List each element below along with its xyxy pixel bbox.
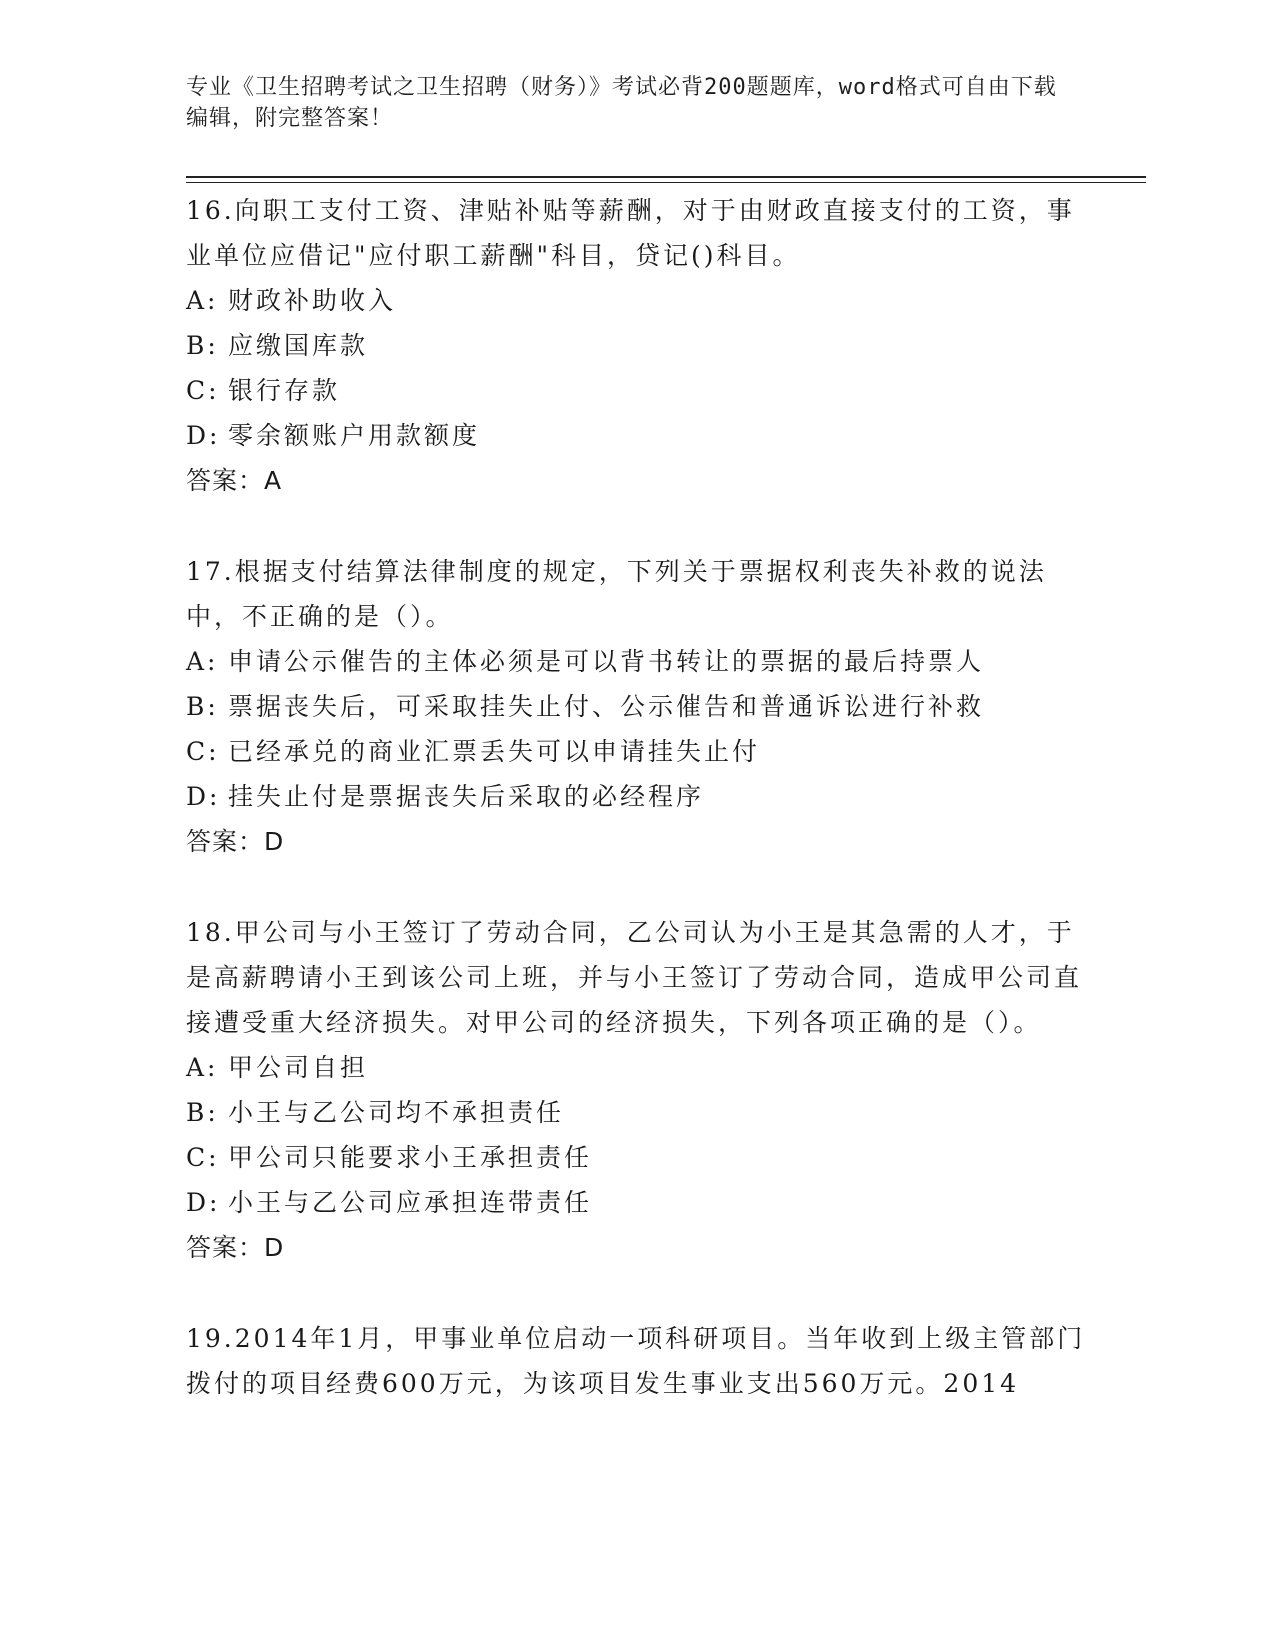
option-letter: C:: [186, 376, 220, 405]
option-text: 甲公司自担: [228, 1053, 369, 1082]
option-text: 应缴国库款: [228, 331, 369, 360]
question-17: [186, 549, 1086, 864]
option-letter: A:: [186, 1053, 219, 1082]
option-letter: D:: [186, 1188, 221, 1217]
answer-line: 答案：D: [186, 827, 285, 856]
option-letter: D:: [186, 782, 221, 811]
option-a: [186, 278, 1086, 323]
option-letter: A:: [186, 286, 219, 315]
option-d: [186, 774, 1086, 819]
option-text: 小王与乙公司应承担连带责任: [228, 1188, 593, 1217]
option-text: 已经承兑的商业汇票丢失可以申请挂失止付: [228, 737, 761, 766]
option-text: 银行存款: [228, 376, 341, 405]
option-letter: B:: [186, 331, 219, 360]
question-19: [186, 1316, 1086, 1406]
option-c: [186, 368, 1086, 413]
option-b: [186, 1090, 1086, 1135]
option-letter: C:: [186, 737, 220, 766]
option-c: [186, 1135, 1086, 1180]
option-d: [186, 1180, 1086, 1225]
option-b: [186, 323, 1086, 368]
header-text: 专业《卫生招聘考试之卫生招聘（财务）》考试必背200题题库，word格式可自由下载编辑，附完整答案！: [186, 75, 1057, 131]
question-stem: 19.2014年1月，甲事业单位启动一项科研项目。当年收到上级主管部门拨付的项目经费600万元，为该项目发生事业支出560万元。2014: [186, 1324, 1086, 1398]
option-text: 申请公示催告的主体必须是可以背书转让的票据的最后持票人: [228, 647, 985, 676]
header-divider-thin: [186, 182, 1146, 183]
question-list: [186, 188, 1086, 1452]
option-c: [186, 729, 1086, 774]
option-text: 票据丧失后，可采取挂失止付、公示催告和普通诉讼进行补救: [228, 692, 985, 721]
option-letter: D:: [186, 421, 221, 450]
option-letter: A:: [186, 647, 219, 676]
question-16: [186, 188, 1086, 503]
option-text: 零余额账户用款额度: [228, 421, 481, 450]
option-text: 财政补助收入: [228, 286, 397, 315]
option-d: [186, 413, 1086, 458]
answer-line: 答案：A: [186, 466, 283, 495]
question-stem: 17.根据支付结算法律制度的规定，下列关于票据权利丧失补救的说法中，不正确的是（）。: [186, 557, 1047, 631]
option-a: [186, 639, 1086, 684]
header-divider-thick: [186, 176, 1146, 178]
option-text: 小王与乙公司均不承担责任: [228, 1098, 565, 1127]
option-a: [186, 1045, 1086, 1090]
option-text: 甲公司只能要求小王承担责任: [228, 1143, 593, 1172]
question-18: [186, 910, 1086, 1270]
option-text: 挂失止付是票据丧失后采取的必经程序: [228, 782, 705, 811]
question-stem: 18.甲公司与小王签订了劳动合同，乙公司认为小王是其急需的人才，于是高薪聘请小王到该公司上班，并与小王签订了劳动合同，造成甲公司直接遭受重大经济损失。对甲公司的经济损失，下列各项正确的是（）。: [186, 918, 1083, 1037]
option-letter: C:: [186, 1143, 220, 1172]
document-header: [186, 72, 1066, 134]
answer-line: 答案：D: [186, 1233, 285, 1262]
option-letter: B:: [186, 692, 219, 721]
option-letter: B:: [186, 1098, 219, 1127]
option-b: [186, 684, 1086, 729]
question-stem: 16.向职工支付工资、津贴补贴等薪酬，对于由财政直接支付的工资，事业单位应借记"应付职工薪酬"科目，贷记()科目。: [186, 196, 1075, 270]
